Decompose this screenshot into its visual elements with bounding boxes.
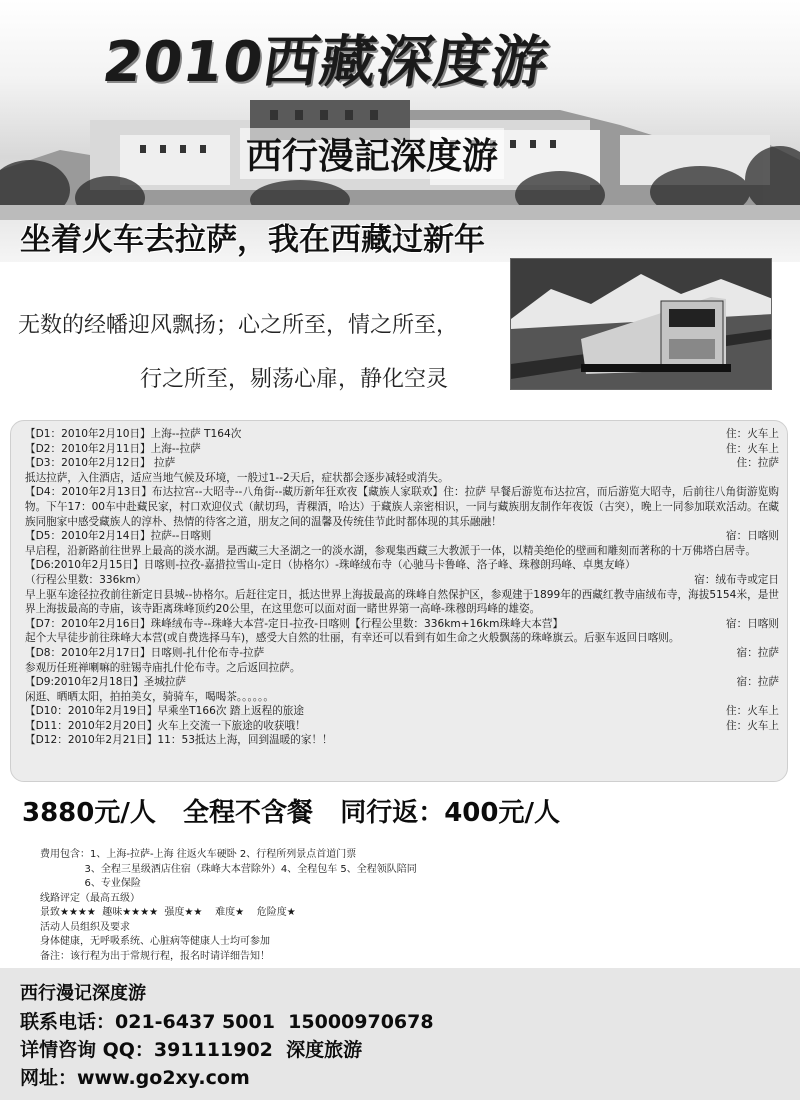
itinerary-row: 【D12：2010年2月21日】11：53抵达上海，回到温暖的家！！ [25,734,333,747]
itinerary-text: 【D2：2010年2月11日】上海--拉萨 [25,442,201,455]
intro-line-1: 无数的经幡迎风飘扬；心之所至，情之所至， [18,313,459,338]
itinerary-box [10,420,788,782]
sub-title: 西行漫記深度游 [240,128,504,179]
itinerary-lodging: 宿：日喀则 [726,530,779,543]
contact-footer [0,968,800,1100]
itinerary-row [25,704,779,719]
itinerary-row [25,617,779,632]
itinerary-text: 【D10：2010年2月19日】早乘坐T166次 踏上返程的旅途 [25,705,304,718]
itinerary-row: 闲逛、晒晒太阳，拍拍美女，骑骑车，喝喝茶。。。。。。 [25,690,274,703]
contact-phone: 联系电话：021-6437 5001 15000970678 [20,1011,434,1033]
train-photo [510,258,772,390]
price-peer: 同行返：400元/人 [340,798,560,828]
itinerary-row [25,646,779,661]
itinerary-row [25,456,779,471]
price-line [22,792,560,829]
fee-line: 6、专业保险 [40,878,141,889]
itinerary-lodging: 住：拉萨 [736,457,779,470]
itinerary-row: 参观历任班禅喇嘛的驻锡寺庙扎什伦布寺。之后返回拉萨。 [25,661,301,674]
itinerary-text: （行程公里数：336km） [25,573,147,586]
itinerary-lodging: 住：火车上 [726,705,779,718]
price-meal: 全程不含餐 [183,798,314,828]
fee-line: 线路评定（最高五级） [40,892,140,904]
itinerary-row: 抵达拉萨，入住酒店，适应当地气候及环境，一般过1--2天后，症状都会逐步减轻或消失。 [25,471,449,484]
itinerary-lodging: 宿：日喀则 [726,617,779,630]
itinerary-text: 【D5：2010年2月14日】拉萨--日喀则 [25,530,212,543]
company-name: 西行漫记深度游 [20,983,146,1004]
fee-line: 活动人员组织及要求 [40,921,130,933]
itinerary-text: 【D1：2010年2月10日】上海--拉萨 T164次 [25,428,242,440]
fee-line: 3、全程三星级酒店住宿（珠峰大本营除外）4、全程包车 5、全程领队陪同 [40,863,417,875]
fee-line: 备注：该行程为出于常规行程，报名时请详细告知！ [40,950,270,962]
itinerary-text: 【D7：2010年2月16日】珠峰绒布寺--珠峰大本营-定日-拉孜-日喀则【行程公里数：336km+16km珠峰大本营】 [25,617,564,630]
itinerary-text: 【D11：2010年2月20日】火车上交流一下旅途的收获哦！ [25,719,306,732]
train-image [511,259,772,390]
itinerary-lodging: 住：火车上 [726,442,779,455]
website-link[interactable]: 网址：www.go2xy.com [20,1067,250,1089]
itinerary-row [25,675,779,690]
itinerary-text: 【D8：2010年2月17日】日喀则-扎什伦布寺-拉萨 [25,646,265,659]
slogan: 坐着火车去拉萨，我在西藏过新年 [20,222,485,258]
fee-details [40,848,417,964]
itinerary-row: 起个大早徒步前往珠峰大本营(或自费选择马车)，感受大自然的壮丽，有幸还可以看到有如生命之火般飘荡的珠峰旗云。后驱车返回日喀则。 [25,632,680,645]
itinerary-row [25,442,779,457]
itinerary-lodging: 宿：拉萨 [736,676,779,689]
price-adult: 3880元/人 [22,798,156,828]
itinerary-row [25,573,779,588]
itinerary-lodging: 住：火车上 [726,428,779,440]
itinerary-lodging: 宿：绒布寺或定日 [694,573,779,586]
contact-qq: 详情咨询 QQ：391111902 深度旅游 [20,1039,363,1061]
fee-line: 身体健康，无呼吸系统、心脏病等健康人士均可参加 [40,936,270,947]
intro-line-2: 行之所至，剔荡心扉，静化空灵 [140,367,449,392]
itinerary-row: 【D6:2010年2月15日】日喀则-拉孜-嘉措拉雪山-定日（协格尔）-珠峰绒布寺（心驰马卡鲁峰、洛子峰、珠穆朗玛峰、卓奥友峰） [25,559,636,572]
itinerary-lodging: 住：火车上 [726,719,779,732]
itinerary-row: 早上驱车途径拉孜前往新定日县城--协格尔。后赶往定日，抵达世界上海拔最高的珠峰自然保护区，参观建于1899年的西藏红教寺庙绒布寺，海拔5154米，是世界上海拔最高的寺庙，该寺距离珠峰顶约20公里，在这里您可以面对面一睹世界第一高峰-珠穆朗玛峰的雄姿。 [25,588,779,616]
itinerary-lodging: 宿：拉萨 [736,646,779,659]
itinerary-text: 【D3：2010年2月12日】 拉萨 [25,457,176,470]
itinerary-row [25,427,779,442]
itinerary-row: 早启程，沿新路前往世界上最高的淡水湖。是西藏三大圣湖之一的淡水湖，参观集西藏三大教派于一体，以精美绝伦的壁画和雕刻而著称的十万佛塔白居寺。 [25,544,756,557]
fee-line: 景致★★★★ 趣味★★★★ 强度★★ 难度★ 危险度★ [40,907,296,918]
main-title: 2010西藏深度游 [98,30,553,95]
itinerary-row [25,529,779,544]
itinerary-row: 【D4：2010年2月13日】布达拉宫--大昭寺--八角街--藏历新年狂欢夜【藏族人家联欢】住：拉萨 早餐后游览布达拉宫，而后游览大昭寺，后前往八角街游览购物。下午17：00车中赴藏民家，村口欢迎仪式（献切玛，青稞酒，哈达）于藏族人亲密相识，一同与藏族朋友制作年夜饭（古突），晚上一同参加联欢活动。在藏族同胞家中感受藏族人的淳朴、热情的待客之道，朋友之间的温馨及传统佳节此时都体现的其乐融融！ [25,486,779,528]
itinerary-text: 【D9:2010年2月18日】圣城拉萨 [25,676,186,689]
itinerary-row [25,719,779,734]
fee-line: 费用包含：1、上海-拉萨-上海 往返火车硬卧 2、行程所列景点首道门票 [40,849,357,860]
header-banner [0,0,800,262]
